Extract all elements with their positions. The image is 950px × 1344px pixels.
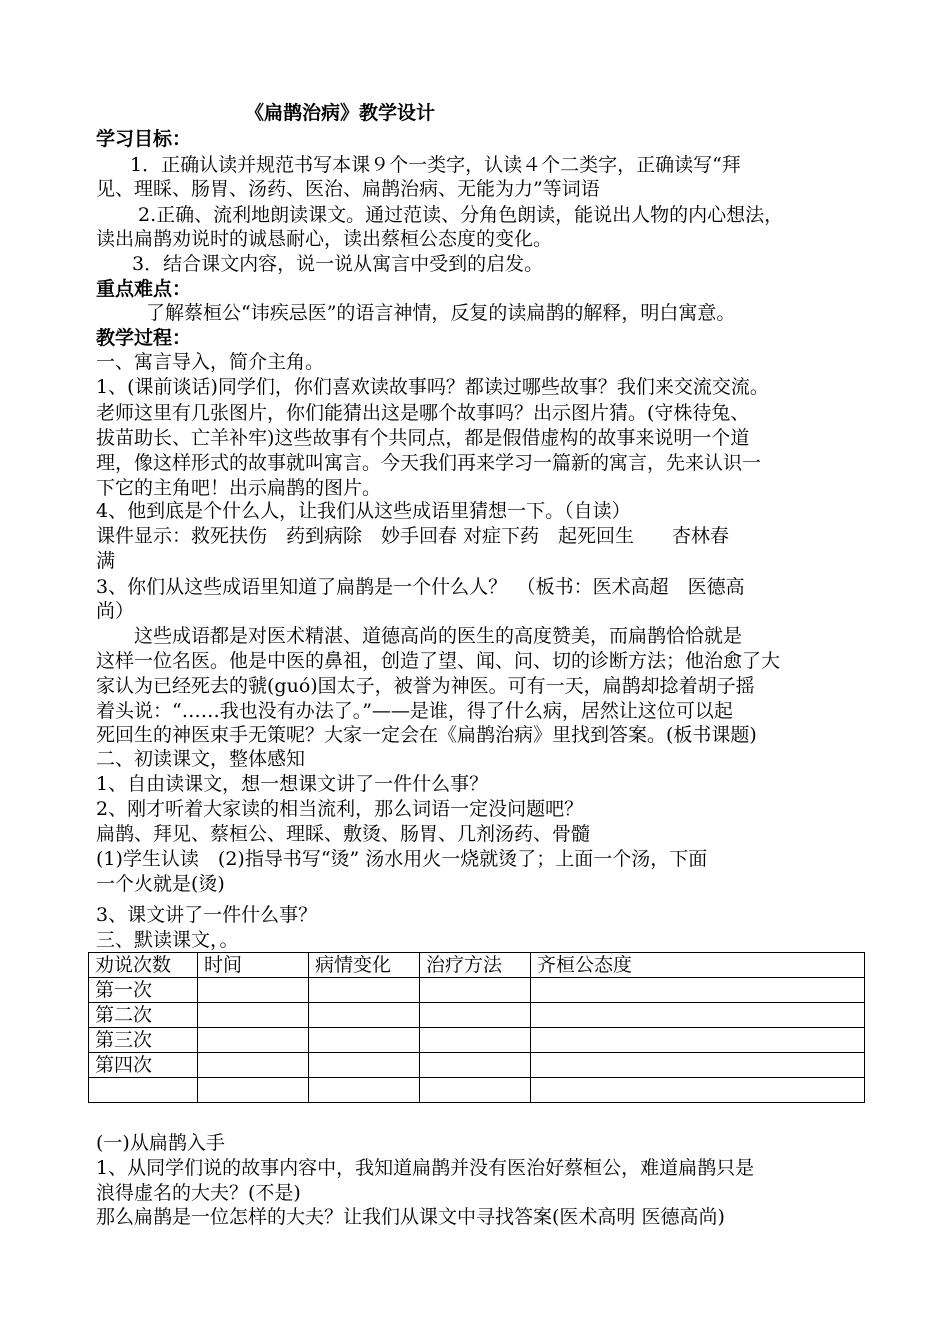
table-cell: [309, 1053, 420, 1078]
section-line: 三、默读课文，。: [96, 929, 239, 951]
objective-line: 1．正确认读并规范书写本课９个一类字，认读４个二类字，正确读写“拜: [130, 154, 741, 176]
table-cell: [420, 1003, 531, 1028]
process-line: 一个火就是(烫): [96, 873, 225, 895]
process-line: (1)学生认读 (2)指导书写“烫” 汤水用火一烧就烫了；上面一个汤，下面: [96, 848, 708, 870]
table-row: [89, 1028, 865, 1053]
table-cell: [198, 978, 309, 1003]
table-cell: [531, 1078, 865, 1103]
table-cell: [198, 1003, 309, 1028]
objective-line: 3．结合课文内容，说一说从寓言中受到的启发。: [132, 253, 544, 275]
process-line: 拔苗助长、亡羊补牢)这些故事有个共同点，都是假借虚构的故事来说明一个道: [96, 427, 750, 449]
process-line: 2、刚才听着大家读的相当流利，那么词语一定没问题吧？: [96, 798, 584, 820]
process-line: 这些成语都是对医术精湛、道德高尚的医生的高度赞美，而扁鹊恰恰就是: [96, 625, 743, 647]
document-title: 《扁鹊治病》教学设计: [245, 102, 436, 124]
objective-line: 读出扁鹊劝说时的诚恳耐心，读出蔡桓公态度的变化。: [96, 228, 553, 250]
table-row: [89, 1078, 865, 1103]
process-line: 3、你们从这些成语里知道了扁鹊是一个什么人？ （板书：医术高超 医德高: [96, 576, 745, 598]
process-line: 1、(课前谈话)同学们，你们喜欢读故事吗？都读过哪些故事？我们来交流交流。: [96, 376, 769, 398]
after-table-line: 那么扁鹊是一位怎样的大夫？让我们从课文中寻找答案(医术高明 医德高尚): [96, 1206, 725, 1228]
process-line: 下它的主角吧！出示扁鹊的图片。: [96, 477, 382, 499]
table-cell: [420, 1053, 531, 1078]
process-line: 一、寓言导入，简介主角。: [96, 351, 325, 373]
table-cell: [420, 1078, 531, 1103]
table-cell: [420, 978, 531, 1003]
process-line: 二、初读课文，整体感知: [96, 748, 306, 770]
table-cell: [531, 978, 865, 1003]
after-table-line: 浪得虚名的大夫？(不是): [96, 1182, 301, 1204]
table-cell: [198, 1078, 309, 1103]
table-header-cell: 病情变化: [309, 953, 420, 978]
table-header-cell: 齐桓公态度: [531, 953, 865, 978]
table-cell: 第二次: [89, 1003, 198, 1028]
table-row: [89, 978, 865, 1003]
table-cell: [198, 1028, 309, 1053]
table-cell: 第四次: [89, 1053, 198, 1078]
table-header-cell: 劝说次数: [89, 953, 198, 978]
process-line: 课件显示：救死扶伤 药到病除 妙手回春 对症下药 起死回生 杏林春: [96, 525, 730, 547]
table-cell: [531, 1028, 865, 1053]
process-line: 家认为已经死去的虢(guó)国太子，被誉为神医。可有一天，扁鹊却捻着胡子摇: [96, 675, 755, 697]
persuasion-table: [88, 952, 865, 1103]
process-line: 这样一位名医。他是中医的鼻祖，创造了望、闻、问、切的诊断方法；他治愈了大: [96, 650, 781, 672]
table-cell: 第三次: [89, 1028, 198, 1053]
section-line: 3、课文讲了一件什么事？: [96, 904, 318, 926]
process-line: 扁鹊、拜见、蔡桓公、理睬、敷烫、肠胃、几剂汤药、骨髓: [96, 823, 591, 845]
process-line: 理，像这样形式的故事就叫寓言。今天我们再来学习一篇新的寓言，先来认识一: [96, 452, 762, 474]
table-cell: [309, 1078, 420, 1103]
process-line: 老师这里有几张图片，你们能猜出这是哪个故事吗？出示图片猜。(守株待兔、: [96, 402, 750, 424]
after-table-line: 1、从同学们说的故事内容中，我知道扁鹊并没有医治好蔡桓公，难道扁鹊只是: [96, 1157, 755, 1179]
table-row: [89, 1003, 865, 1028]
table-row: [89, 1053, 865, 1078]
process-line: 4、他到底是个什么人，让我们从这些成语里猜想一下。（自读）: [96, 500, 631, 522]
table-header-cell: 治疗方法: [420, 953, 531, 978]
key-points-heading: 重点难点：: [96, 278, 192, 300]
objective-line: 2.正确、流利地朗读课文。通过范读、分角色朗读，能说出人物的内心想法，: [138, 204, 784, 226]
table-cell: [198, 1053, 309, 1078]
table-cell: [89, 1078, 198, 1103]
process-line: 死回生的神医束手无策呢？大家一定会在《扁鹊治病》里找到答案。(板书课题): [96, 724, 757, 746]
table-header-row: [89, 953, 865, 978]
process-line: 尚）: [96, 600, 135, 622]
process-line: 着头说：“……我也没有办法了。”——是谁，得了什么病，居然让这位可以起: [96, 700, 733, 722]
process-heading: 教学过程：: [96, 327, 192, 349]
key-points-line: 了解蔡桓公“讳疾忌医”的语言神情，反复的读扁鹊的解释，明白寓意。: [146, 302, 736, 324]
table-cell: 第一次: [89, 978, 198, 1003]
after-table-line: (一)从扁鹊入手: [96, 1132, 225, 1154]
process-line: 1、自由读课文，想一想课文讲了一件什么事？: [96, 773, 489, 795]
table-cell: [531, 1003, 865, 1028]
objectives-heading: 学习目标：: [96, 128, 192, 150]
table-cell: [531, 1053, 865, 1078]
table-header-cell: 时间: [198, 953, 309, 978]
table-cell: [309, 1028, 420, 1053]
table-cell: [309, 1003, 420, 1028]
objective-line: 见、理睬、肠胃、汤药、医治、扁鹊治病、无能为力”等词语: [96, 178, 600, 200]
table-cell: [309, 978, 420, 1003]
process-line: 满: [96, 550, 116, 572]
table-cell: [420, 1028, 531, 1053]
